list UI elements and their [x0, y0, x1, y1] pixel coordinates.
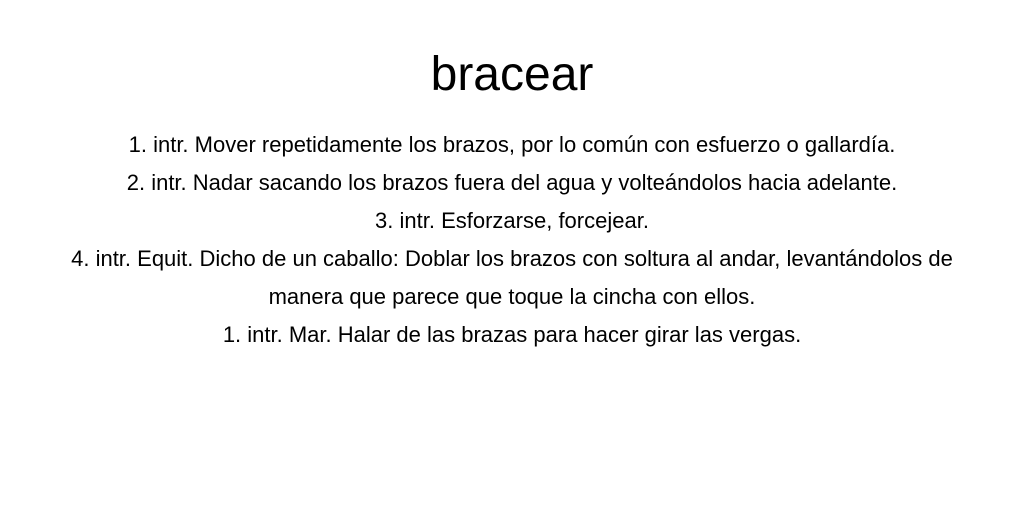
definition-2: 2. intr. Nadar sacando los brazos fuera del agua y volteándolos hacia adelante.: [126, 170, 898, 195]
definition-5: 1. intr. Mar. Halar de las brazas para hacer girar las vergas.: [222, 322, 802, 347]
definition-4: 4. intr. Equit. Dicho de un caballo: Doblar los brazos con soltura al andar, levantándolos de manera que parece que toque la cincha con ellos.: [71, 246, 953, 309]
definition-1: 1. intr. Mover repetidamente los brazos, por lo común con esfuerzo o gallardía.: [128, 132, 896, 157]
definition-list: [40, 126, 984, 354]
headword: bracear: [430, 48, 594, 101]
definition-3: 3. intr. Esforzarse, forcejear.: [375, 208, 649, 233]
